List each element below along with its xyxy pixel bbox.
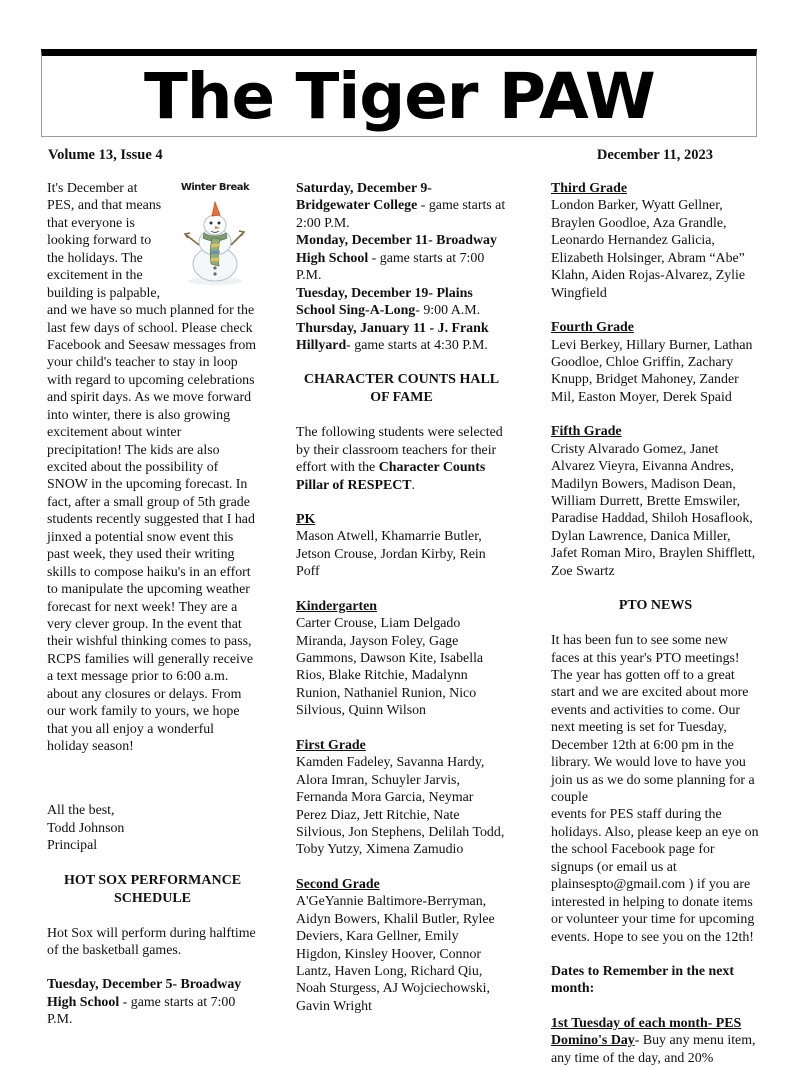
schedule-item-title: Monday, December 11- Broadway High School [296, 233, 497, 266]
grade-student-list: Kamden Fadeley, Savanna Hardy, Alora Imran, Schuyler Jarvis, Fernanda Mora Garcia, Neymar Perez Diaz, Jett Ritchie, Nate Silvious, Jon Stephens, Delilah Todd, Toby Yutzy, Ximena Zamudio [296, 755, 505, 858]
grade-heading-label: Third Grade [551, 181, 628, 196]
character-counts-intro-end: . [411, 477, 415, 493]
principal-title: Principal [47, 838, 98, 854]
grade-heading [551, 319, 760, 336]
character-counts-intro [296, 424, 507, 494]
dominos-day-label: 1st Tuesday of each month- PES Domino's Day [551, 1015, 742, 1049]
column-two [296, 180, 507, 1015]
issue-line [48, 147, 753, 164]
schedule-item [296, 285, 507, 320]
grade-heading-label: First Grade [296, 737, 366, 753]
pto-news-body: It has been fun to see some new faces at this year's PTO meetings! The year has gotten off to a great start and we are excited about more events and activities to come. Our next meeting is set for Tuesday, December 12th at 6:00 pm in the library. We would love to have you join us as we do some planning for a couple [551, 633, 755, 806]
grade-heading [296, 598, 507, 615]
grade-heading [296, 737, 507, 754]
winter-break-caption: Winter Break [180, 182, 250, 193]
grade-student-list: Carter Crouse, Liam Delgado Miranda, Jayson Foley, Gage Gammons, Dawson Kite, Isabella Rios, Blake Ritchie, Madalynn Runion, Nathaniel Runion, Nico Silvious, Quinn Wilson [296, 616, 484, 719]
character-counts-heading: CHARACTER COUNTS HALL OF FAME [303, 372, 500, 406]
grade-student-list: Cristy Alvarado Gomez, Janet Alvarez Vieyra, Eivanna Andres, Madilyn Bowers, Madison Dean, William Durrett, Brette Emswiler, Paradise Haddad, Shiloh Hosaflook, Dylan Lawrence, Danica Miller, Jafet Roman Miro, Braylen Shifflett, Zoe Swartz [551, 441, 756, 579]
grade-heading [551, 180, 760, 197]
principal-letter [47, 180, 258, 755]
dominos-day-detail: - Buy any menu item, any time of the day, and 20% [551, 1033, 756, 1066]
grade-student-list: A'GeYannie Baltimore-Berryman, Aidyn Bowers, Khalil Butler, Rylee Deviers, Kara Gellner, Emily Higdon, Kinsley Hoover, Connor Lantz, Haven Long, Richard Qiu, Noah Sturgess, AJ Wojciechowski, Gavin Wright [296, 894, 495, 1014]
principal-letter-body: It's December at PES, and that means that everyone is looking forward to the holidays. The excitement in the building is palpable, and we have so much planned for the last few days of school. Please check Facebook and Seesaw messages from your child's teacher to stay in loop with regard to upcoming celebrations and spirit days. As we move forward into winter, there is also growing excitement about winter precipitation! The kids are also excited about the possibility of SNOW in the upcoming forecast. In fact, after a small group of 5th grade students recently suggested that I had jinxed a potential snow event this past week, they used their writing skills to compose haiku's in an effort to manipulate the upcoming weather forecast for next week! They are a very clever group. In the event that their wishful thinking comes to pass, RCPS families will generally receive a text message prior to 6:00 a.m. about any closures or delays. From our work family to yours, we hope that you all enjoy a wonderful holiday season! [47, 181, 257, 754]
hot-sox-event-detail: - game starts at 7:00 P.M. [47, 994, 236, 1028]
schedule-item-detail: - game starts at 4:30 P.M. [346, 337, 488, 353]
column-three [551, 180, 760, 1067]
grade-student-list: London Barker, Wyatt Gellner, Braylen Goodloe, Aza Grandle, Leonardo Hernandez Galicia, Elizabeth Holsinger, Abram “Abe” Klahn, Aiden Rojas-Alvarez, Zylie Wingfield [551, 198, 746, 301]
schedule-item-title: Thursday, January 11 - J. Frank Hillyard [296, 320, 489, 353]
masthead-banner [41, 49, 757, 137]
schedule-item-detail: - game starts at 2:00 P.M. [296, 198, 506, 231]
hot-sox-intro: Hot Sox will perform during halftime of the basketball games. [47, 925, 256, 958]
schedule-item-detail: - game starts at 7:00 P.M. [296, 250, 485, 284]
column-one [47, 180, 258, 1029]
schedule-item [296, 232, 507, 284]
grade-heading [551, 423, 760, 440]
grade-heading [296, 876, 507, 893]
dates-to-remember-item [551, 1015, 760, 1067]
grade-heading-label: Second Grade [296, 876, 380, 892]
page-title: The Tiger PAW [143, 59, 655, 133]
volume-issue-label: Volume 13, Issue 4 [48, 147, 163, 163]
grade-heading-label: Fifth Grade [551, 424, 622, 440]
hot-sox-event-title: Tuesday, December 5- Broadway High School [47, 977, 242, 1010]
pto-news-body-continued: events for PES staff during the holidays. Also, please keep an eye on the school Facebook page for signups (or email us at plainsespto@gmail.com ) if you are interested in helping to donate items or volunteer your time for upcoming events. Hope to see you on the 12th! [551, 807, 759, 945]
issue-date-label: December 11, 2023 [596, 147, 713, 163]
letter-signoff: All the best, [47, 803, 115, 819]
winter-break-figure [172, 182, 258, 290]
grade-heading-label: Fourth Grade [551, 320, 634, 336]
hot-sox-event [47, 976, 258, 1028]
schedule-item [296, 180, 507, 232]
schedule-item-detail: - 9:00 A.M. [415, 303, 481, 319]
grade-heading-label: PK [296, 511, 316, 527]
principal-name: Todd Johnson [47, 820, 125, 836]
grade-heading [296, 511, 507, 528]
grade-student-list: Levi Berkey, Hillary Burner, Lathan Goodloe, Chloe Griffin, Zachary Knupp, Bridget Mahoney, Zander Mil, Easton Moyer, Derek Spaid [551, 337, 753, 405]
schedule-item-title: Tuesday, December 19- Plains School Sing-A-Long [296, 285, 473, 319]
pto-news-heading: PTO NEWS [618, 598, 693, 614]
hot-sox-heading: HOT SOX PERFORMANCE SCHEDULE [63, 872, 242, 906]
character-counts-intro-start: The following students were selected by their classroom teachers for their effort with the [296, 425, 503, 476]
character-counts-pillar: Character Counts Pillar of RESPECT [296, 460, 486, 493]
dates-to-remember-heading: Dates to Remember in the next month: [551, 963, 734, 997]
schedule-item-title: Saturday, December 9- Bridgewater College [296, 181, 432, 214]
grade-heading-label: Kindergarten [296, 598, 378, 614]
schedule-item [296, 320, 507, 355]
grade-student-list: Mason Atwell, Khamarrie Butler, Jetson Crouse, Jordan Kirby, Rein Poff [296, 529, 486, 580]
snowman-icon [176, 198, 254, 290]
